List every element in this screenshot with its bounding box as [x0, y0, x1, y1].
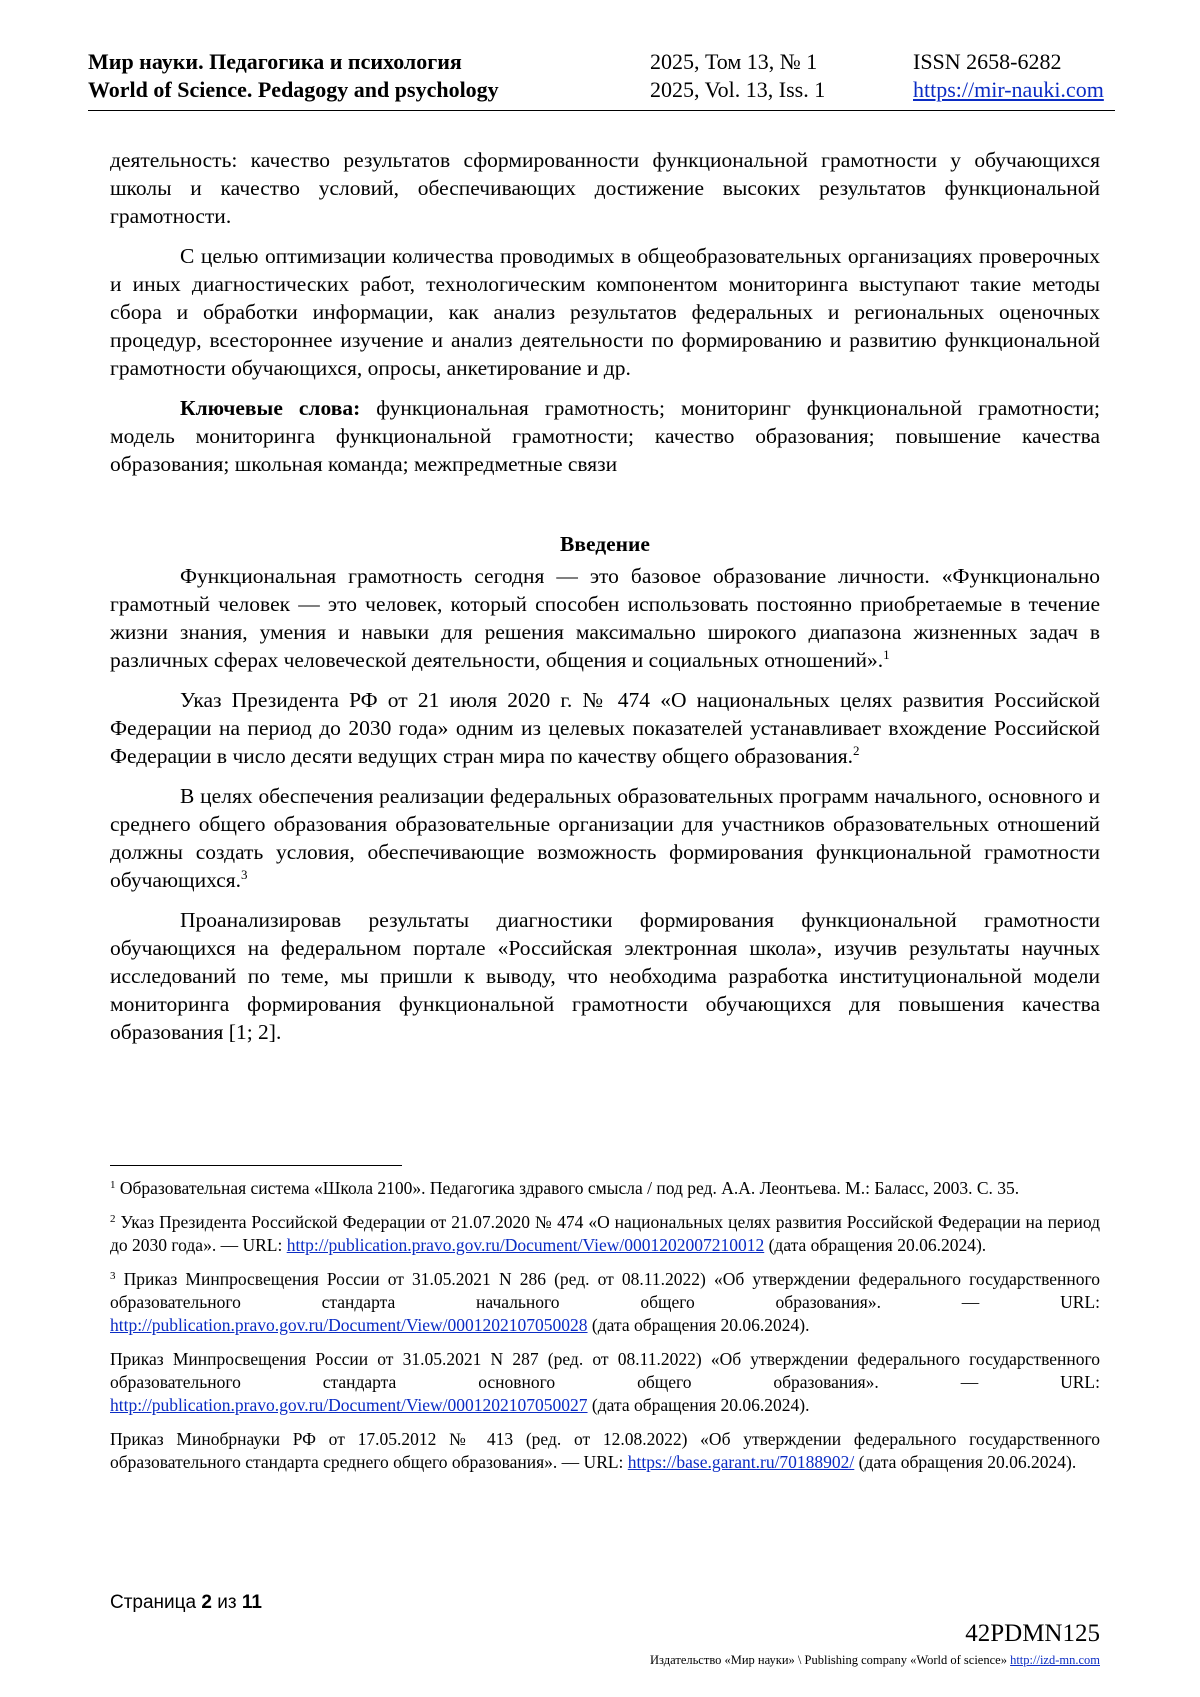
footnote-divider	[110, 1165, 402, 1166]
journal-url-link[interactable]: https://mir-nauki.com	[913, 77, 1104, 102]
issue-info	[650, 48, 825, 104]
footnote-link[interactable]: http://publication.pravo.gov.ru/Document/View/0001202107050027	[110, 1395, 588, 1415]
footnote-text: Приказ Минобрнауки РФ от 17.05.2012 № 413 (ред. от 12.08.2022) «Об утверждении федерального государственного образовательного стандарта среднего общего образования». — URL:	[110, 1429, 1100, 1472]
paragraph	[110, 562, 1100, 674]
publisher-text: Издательство «Мир науки» \ Publishing company «World of science»	[650, 1653, 1011, 1667]
footnote-text: Указ Президента Российской Федерации от 21.07.2020 № 474 «О национальных целях развития Российской Федерации на период до 2030 года». — URL:	[110, 1212, 1100, 1255]
footnote-text: (дата обращения 20.06.2024).	[587, 1395, 810, 1415]
footnote-text: Приказ Минпросвещения России от 31.05.2021 N 287 (ред. от 08.11.2022) «Об утверждении федерального государственного образовательного стандарта основного общего образования». — URL:	[110, 1349, 1100, 1392]
footnote-mark: 1	[110, 1179, 116, 1191]
article-code: 42PDMN125	[965, 1620, 1100, 1647]
journal-title-ru: Мир науки. Педагогика и психология	[88, 49, 462, 74]
paragraph	[110, 686, 1100, 770]
publisher-line	[500, 1653, 1100, 1668]
footnote	[110, 1268, 1100, 1337]
paragraph	[110, 782, 1100, 894]
page-total: 11	[241, 1592, 262, 1613]
footnote	[110, 1428, 1100, 1474]
running-header	[0, 48, 1200, 108]
footnote-ref[interactable]: 3	[241, 867, 248, 882]
footnote-mark: 3	[110, 1270, 116, 1282]
footnote-ref[interactable]: 1	[883, 647, 890, 662]
paragraph: Проанализировав результаты диагностики формирования функциональной грамотности обучающихся на федеральном портале «Российская электронная школа», изучив результаты научных исследований по теме, мы пришли к выводу, что необходима разработка институциональной модели мониторинга формирования функциональной грамотности обучающихся для повышения качества образования [1; 2].	[110, 908, 1100, 1044]
paragraph-text: В целях обеспечения реализации федеральных образовательных программ начального, основного и среднего общего образования образовательные организации для участников образовательных отношений должны создать условия, обеспечивающие возможность формирования функциональной грамотности обучающихся.	[110, 784, 1100, 892]
issue-en: 2025, Vol. 13, Iss. 1	[650, 77, 826, 102]
publisher-link[interactable]: http://izd-mn.com	[1010, 1653, 1100, 1667]
header-divider	[88, 110, 1115, 111]
keywords-label: Ключевые слова:	[180, 396, 361, 420]
footnote-mark: 2	[110, 1213, 116, 1225]
footnotes	[110, 1177, 1100, 1485]
section-heading: Введение	[560, 532, 650, 556]
footnote	[110, 1348, 1100, 1417]
page-number	[110, 1592, 262, 1614]
paragraph: С целью оптимизации количества проводимых в общеобразовательных организациях проверочных и иных диагностических работ, технологическим компонентом мониторинга выступают такие методы сбора и обработки информации, как анализ результатов федеральных и региональных оценочных процедур, всестороннее изучение и анализ деятельности по формированию и развитию функциональной грамотности обучающихся, опросы, анкетирование и др.	[110, 244, 1100, 380]
footnote-text: (дата обращения 20.06.2024).	[854, 1452, 1077, 1472]
journal-ids	[913, 48, 1104, 104]
page-current: 2	[201, 1592, 212, 1613]
footnote	[110, 1177, 1100, 1200]
keywords	[110, 394, 1100, 478]
article-body	[110, 146, 1100, 1058]
journal-title	[88, 48, 499, 104]
footnote-text: Образовательная система «Школа 2100». Педагогика здравого смысла / под ред. А.А. Леонтьева. М.: Баласс, 2003. С. 35.	[115, 1178, 1020, 1198]
footnote-link[interactable]: http://publication.pravo.gov.ru/Document/View/0001202107050028	[110, 1315, 588, 1335]
issue-ru: 2025, Том 13, № 1	[650, 49, 818, 74]
issn: ISSN 2658-6282	[913, 49, 1062, 74]
footnote-text: Приказ Минпросвещения России от 31.05.2021 N 286 (ред. от 08.11.2022) «Об утверждении федерального государственного образовательного стандарта начального общего образования». — URL:	[110, 1269, 1100, 1312]
keywords-text: функциональная грамотность; мониторинг функциональной грамотности; модель мониторинга функциональной грамотности; качество образования; повышение качества образования; школьная команда; межпредметные связи	[110, 396, 1100, 476]
footnote-link[interactable]: https://base.garant.ru/70188902/	[627, 1452, 855, 1472]
footnote	[110, 1211, 1100, 1257]
paragraph-text: Указ Президента РФ от 21 июля 2020 г. № 474 «О национальных целях развития Российской Федерации на период до 2030 года» одним из целевых показателей устанавливает вхождение Российской Федерации в число десяти ведущих стран мира по качеству общего образования.	[110, 688, 1100, 768]
footnote-ref[interactable]: 2	[852, 743, 860, 758]
page-of: из	[217, 1592, 237, 1613]
footnote-text: (дата обращения 20.06.2024).	[764, 1235, 987, 1255]
paragraph-text: Функциональная грамотность сегодня — это базовое образование личности. «Функционально грамотный человек — это человек, который способен использовать постоянно приобретаемые в течение жизни знания, умения и навыки для решения максимально широкого диапазона жизненных задач в различных сферах человеческой деятельности, общения и социальных отношений».	[110, 564, 1100, 672]
footnote-link[interactable]: http://publication.pravo.gov.ru/Document/View/0001202007210012	[286, 1235, 765, 1255]
page-word: Страница	[110, 1592, 197, 1613]
journal-title-en: World of Science. Pedagogy and psychology	[88, 77, 499, 102]
paragraph: деятельность: качество результатов сформированности функциональной грамотности у обучающихся школы и качество условий, обеспечивающих достижение высоких результатов функциональной грамотности.	[110, 148, 1100, 228]
footnote-text: (дата обращения 20.06.2024).	[587, 1315, 810, 1335]
